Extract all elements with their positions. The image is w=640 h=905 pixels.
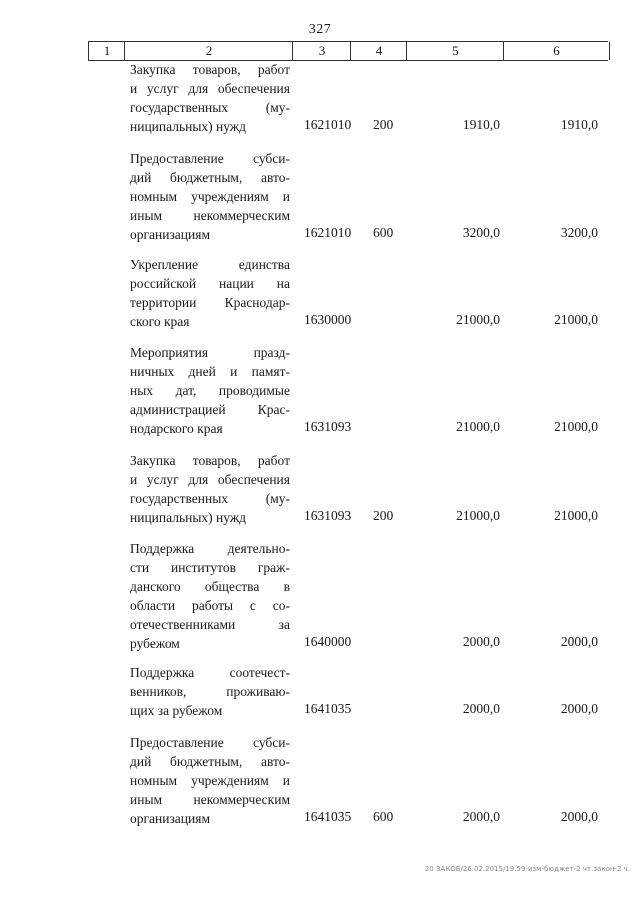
- row-code: 1641035: [304, 701, 352, 716]
- description-line: государственных (му-: [130, 100, 290, 115]
- description-line: Мероприятия празд-: [130, 345, 290, 360]
- description-line: организациям: [130, 811, 211, 826]
- header-col-3: 3: [292, 42, 351, 60]
- row-code: 1640000: [304, 634, 352, 649]
- description-line: данского общества в: [130, 579, 290, 594]
- row-code: 1631093: [304, 508, 352, 523]
- header-col-1: 1: [88, 42, 125, 60]
- row-code: 1621010: [304, 117, 352, 132]
- row-value-2016: 2000,0: [560, 809, 598, 824]
- description-line: Закупка товаров, работ: [130, 453, 290, 468]
- row-code: 1641035: [304, 809, 352, 824]
- description-line: российской нации на: [130, 276, 290, 291]
- description-line: организациям: [130, 227, 211, 242]
- description-line: государственных (му-: [130, 491, 290, 506]
- row-code: 1621010: [304, 225, 352, 240]
- description-line: щих за рубежом: [130, 703, 223, 718]
- description-line: рубежом: [130, 636, 180, 651]
- row-description: [130, 663, 290, 720]
- header-col-5: 5: [406, 42, 504, 60]
- description-line: сти институтов граж-: [130, 560, 290, 575]
- header-col-2: 2: [124, 42, 293, 60]
- description-line: номным учреждениям и: [130, 773, 290, 788]
- row-description: [130, 343, 290, 438]
- description-line: иным некоммерческим: [130, 208, 290, 223]
- description-line: Поддержка деятельно-: [130, 541, 290, 556]
- row-value-2015: 3200,0: [462, 225, 500, 240]
- description-line: ных дат, проводимые: [130, 383, 290, 398]
- row-value-2016: 1910,0: [560, 117, 598, 132]
- row-description: [130, 255, 290, 331]
- row-value-2015: 1910,0: [462, 117, 500, 132]
- row-value-2015: 21000,0: [456, 419, 500, 434]
- row-value-2015: 21000,0: [456, 312, 500, 327]
- row-description: [130, 149, 290, 244]
- row-value-2016: 21000,0: [554, 312, 598, 327]
- footer-note: 20 ЗАКОБ/26.02.2015/19.59-изм-бюджет-2 чт.закон-2 ч.: [424, 865, 630, 873]
- row-value-2016: 2000,0: [560, 634, 598, 649]
- header-col-6: 6: [503, 42, 610, 60]
- row-value-2015: 2000,0: [462, 809, 500, 824]
- row-code: 1630000: [304, 312, 352, 327]
- description-line: Предоставление субси-: [130, 151, 290, 166]
- description-line: ничных дней и памят-: [130, 364, 290, 379]
- table-header: [88, 41, 608, 61]
- description-line: отечественниками за: [130, 617, 290, 632]
- description-line: дий бюджетным, авто-: [130, 170, 290, 185]
- description-line: номным учреждениям и: [130, 189, 290, 204]
- description-line: нодарского края: [130, 421, 223, 436]
- description-line: ского края: [130, 314, 190, 329]
- header-col-4: 4: [350, 42, 407, 60]
- row-description: [130, 539, 290, 653]
- description-line: дий бюджетным, авто-: [130, 754, 290, 769]
- row-expense-type: 600: [373, 809, 394, 824]
- row-value-2015: 2000,0: [462, 634, 500, 649]
- page-number: 327: [308, 22, 332, 37]
- row-expense-type: 200: [373, 117, 394, 132]
- description-line: области работы с со-: [130, 598, 290, 613]
- row-description: [130, 451, 290, 527]
- description-line: ниципальных) нужд: [130, 119, 247, 134]
- row-value-2016: 2000,0: [560, 701, 598, 716]
- description-line: территории Краснодар-: [130, 295, 290, 310]
- description-line: иным некоммерческим: [130, 792, 290, 807]
- row-value-2015: 21000,0: [456, 508, 500, 523]
- description-line: Закупка товаров, работ: [130, 62, 290, 77]
- row-value-2015: 2000,0: [462, 701, 500, 716]
- description-line: ниципальных) нужд: [130, 510, 247, 525]
- row-value-2016: 21000,0: [554, 419, 598, 434]
- row-description: [130, 60, 290, 136]
- row-value-2016: 3200,0: [560, 225, 598, 240]
- row-value-2016: 21000,0: [554, 508, 598, 523]
- row-code: 1631093: [304, 419, 352, 434]
- description-line: Предоставление субси-: [130, 735, 290, 750]
- row-expense-type: 200: [373, 508, 394, 523]
- row-description: [130, 733, 290, 828]
- row-expense-type: 600: [373, 225, 394, 240]
- description-line: и услуг для обеспечения: [130, 472, 290, 487]
- description-line: венников, проживаю-: [130, 684, 290, 699]
- description-line: администрацией Крас-: [130, 402, 290, 417]
- description-line: Укрепление единства: [130, 257, 290, 272]
- description-line: Поддержка соотечест-: [130, 665, 290, 680]
- description-line: и услуг для обеспечения: [130, 81, 290, 96]
